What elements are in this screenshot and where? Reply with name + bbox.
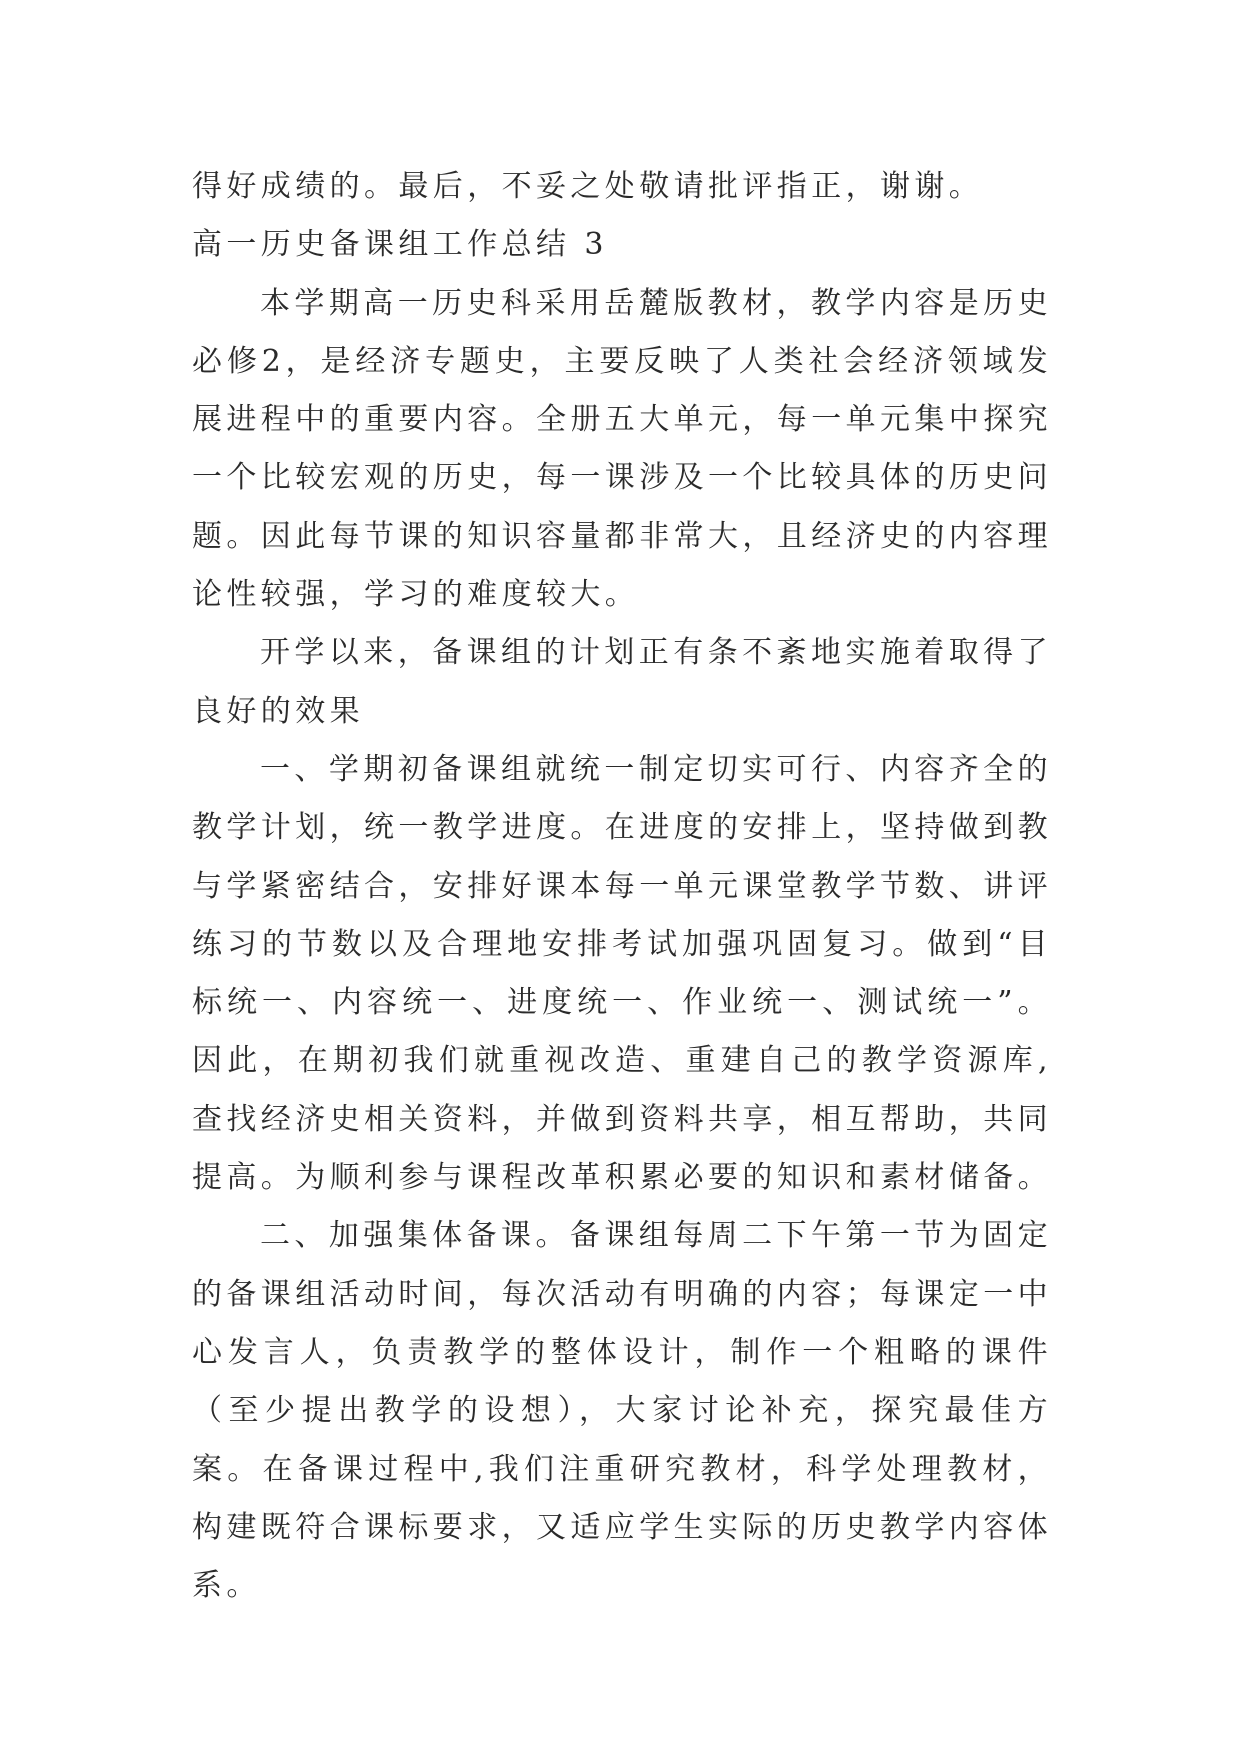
continuation-line: 得好成绩的。最后，不妥之处敬请批评指正，谢谢。 bbox=[192, 169, 984, 204]
paragraph-item-two: 二、加强集体备课。备课组每周二下午第一节为固定的备课组活动时间，每次活动有明确的内容；每课定一中心发言人，负责教学的整体设计，制作一个粗略的课件（至少提出教学的设想），大家讨论补充，探究最佳方案。在备课过程中,我们注重研究教材，科学处理教材，构建既符合课标要求，又适应学生实际的历史教学内容体系。 bbox=[192, 1218, 1052, 1604]
section-title: 高一历史备课组工作总结 3 bbox=[192, 227, 608, 263]
paragraph-item-one: 一、学期初备课组就统一制定切实可行、内容齐全的教学计划，统一教学进度。在进度的安排上，坚持做到教与学紧密结合，安排好课本每一单元课堂教学节数、讲评练习的节数以及合理地安排考试加强巩固复习。做到“目标统一、内容统一、进度统一、作业统一、测试统一”。因此，在期初我们就重视改造、重建自己的教学资源库,查找经济史相关资料，并做到资料共享，相互帮助，共同提高。为顺利参与课程改革积累必要的知识和素材储备。 bbox=[192, 751, 1052, 1196]
paragraph-intro: 本学期高一历史科采用岳麓版教材，教学内容是历史必修2，是经济专题史，主要反映了人类社会经济领域发展进程中的重要内容。全册五大单元，每一单元集中探究一个比较宏观的历史，每一课涉及一个比较具体的历史问题。因此每节课的知识容量都非常大，且经济史的内容理论性较强，学习的难度较大。 bbox=[192, 285, 1052, 613]
paragraph-progress: 开学以来，备课组的计划正有条不紊地实施着取得了良好的效果 bbox=[192, 635, 1052, 729]
document-body bbox=[192, 158, 1052, 1615]
